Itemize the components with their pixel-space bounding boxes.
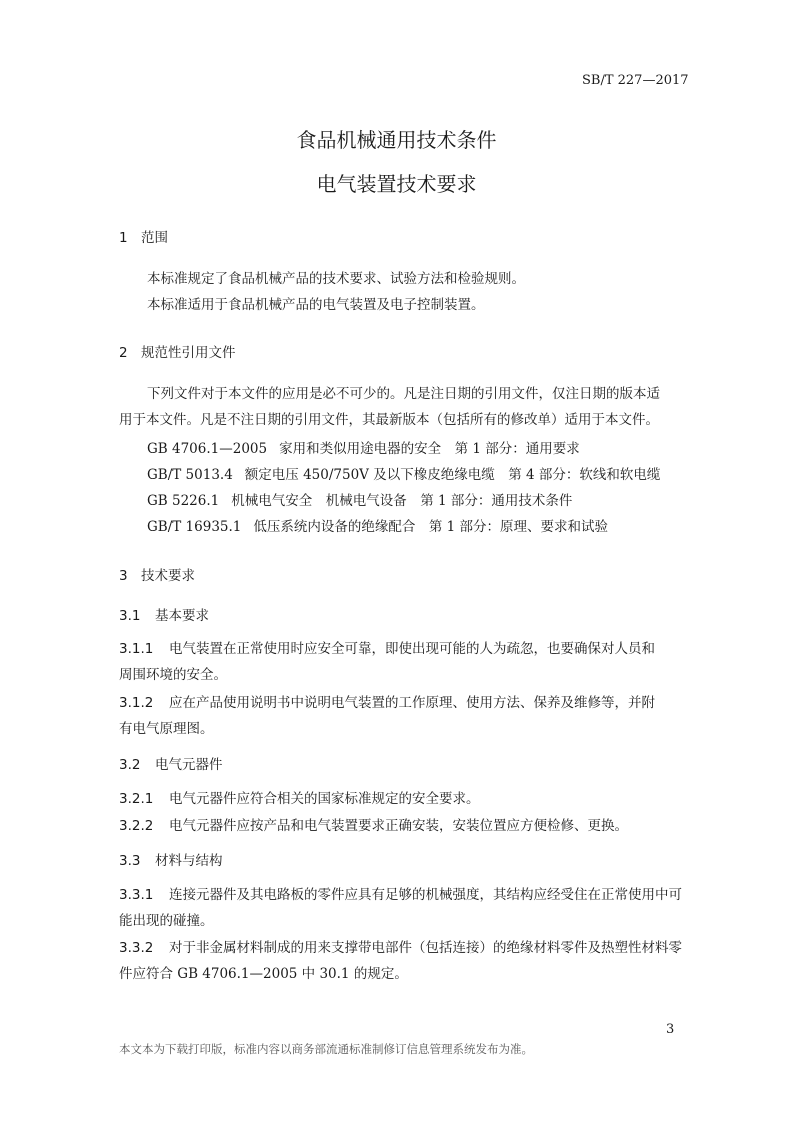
reference-item	[147, 489, 572, 509]
section-heading-scope	[119, 226, 168, 246]
section-heading-technical	[119, 564, 195, 584]
clause-text: 电气元器件应按产品和电气装置要求正确安装，安装位置应方便检修、更换。	[169, 818, 628, 834]
reference-item	[147, 463, 660, 483]
subsection-title: 基本要求	[155, 608, 209, 624]
reference-item	[147, 437, 580, 457]
subsection-number: 3.3	[119, 853, 141, 869]
section-title: 规范性引用文件	[141, 345, 236, 361]
reference-code: GB/T 5013.4	[147, 467, 233, 483]
reference-title: 机械电气安全 机械电气设备 第 1 部分：通用技术条件	[231, 493, 573, 509]
subsection-number: 3.1	[119, 608, 141, 624]
clause-number: 3.2.1	[119, 791, 154, 807]
subsection-heading	[119, 604, 209, 624]
clause	[119, 935, 682, 961]
clause	[119, 882, 682, 908]
clause-continuation: 能出现的碰撞。	[119, 913, 214, 929]
clause-number: 3.3.1	[119, 887, 154, 903]
standard-code: SB/T 227—2017	[582, 73, 689, 88]
clause	[119, 690, 675, 716]
section-number: 3	[119, 568, 128, 584]
clause-text: 应在产品使用说明书中说明电气装置的工作原理、使用方法、保养及维修等，并附	[169, 695, 655, 711]
subsection-title: 电气元器件	[155, 757, 223, 773]
section-number: 1	[119, 230, 128, 246]
paragraph: 下列文件对于本文件的应用是必不可少的。凡是注日期的引用文件，仅注日期的版本适	[147, 386, 660, 402]
clause	[119, 813, 675, 839]
reference-title: 家用和类似用途电器的安全 第 1 部分：通用要求	[279, 441, 580, 457]
subsection-heading	[119, 753, 223, 773]
paragraph: 本标准适用于食品机械产品的电气装置及电子控制装置。	[147, 297, 485, 313]
clause	[119, 636, 675, 662]
clause-continuation: 件应符合 GB 4706.1—2005 中 30.1 的规定。	[119, 966, 408, 982]
footer-note: 本文本为下载打印版，标准内容以商务部流通标准制修订信息管理系统发布为准。	[119, 1042, 533, 1056]
clause-text: 对于非金属材料制成的用来支撑带电部件（包括连接）的绝缘材料零件及热塑性材料零	[169, 940, 682, 956]
subsection-number: 3.2	[119, 757, 141, 773]
clause	[119, 786, 675, 812]
section-heading-references	[119, 341, 236, 361]
reference-title: 额定电压 450/750V 及以下橡皮绝缘电缆 第 4 部分：软线和软电缆	[244, 467, 661, 483]
clause-text: 电气元器件应符合相关的国家标准规定的安全要求。	[169, 791, 480, 807]
clause-number: 3.1.2	[119, 695, 154, 711]
clause-number: 3.2.2	[119, 818, 154, 834]
document-title: 食品机械通用技术条件	[296, 128, 497, 152]
reference-code: GB 5226.1	[147, 493, 220, 509]
subsection-title: 材料与结构	[155, 853, 223, 869]
subsection-heading	[119, 849, 223, 869]
reference-code: GB/T 16935.1	[147, 519, 242, 535]
clause-text: 电气装置在正常使用时应安全可靠，即使出现可能的人为疏忽，也要确保对人员和	[169, 641, 655, 657]
section-number: 2	[119, 345, 128, 361]
paragraph: 用于本文件。凡是不注日期的引用文件，其最新版本（包括所有的修改单）适用于本文件。	[119, 412, 659, 428]
clause-continuation: 周围环境的安全。	[119, 667, 227, 683]
section-title: 技术要求	[141, 568, 195, 584]
page-number: 3	[666, 1022, 675, 1037]
reference-title: 低压系统内设备的绝缘配合 第 1 部分：原理、要求和试验	[253, 519, 609, 535]
reference-code: GB 4706.1—2005	[147, 441, 268, 457]
paragraph: 本标准规定了食品机械产品的技术要求、试验方法和检验规则。	[147, 271, 525, 287]
clause-text: 连接元器件及其电路板的零件应具有足够的机械强度，其结构应经受住在正常使用中可	[169, 887, 682, 903]
section-title: 范围	[141, 230, 168, 246]
reference-item	[147, 515, 608, 535]
clause-number: 3.3.2	[119, 940, 154, 956]
document-subtitle: 电气装置技术要求	[316, 172, 477, 196]
clause-continuation: 有电气原理图。	[119, 721, 214, 737]
clause-number: 3.1.1	[119, 641, 154, 657]
